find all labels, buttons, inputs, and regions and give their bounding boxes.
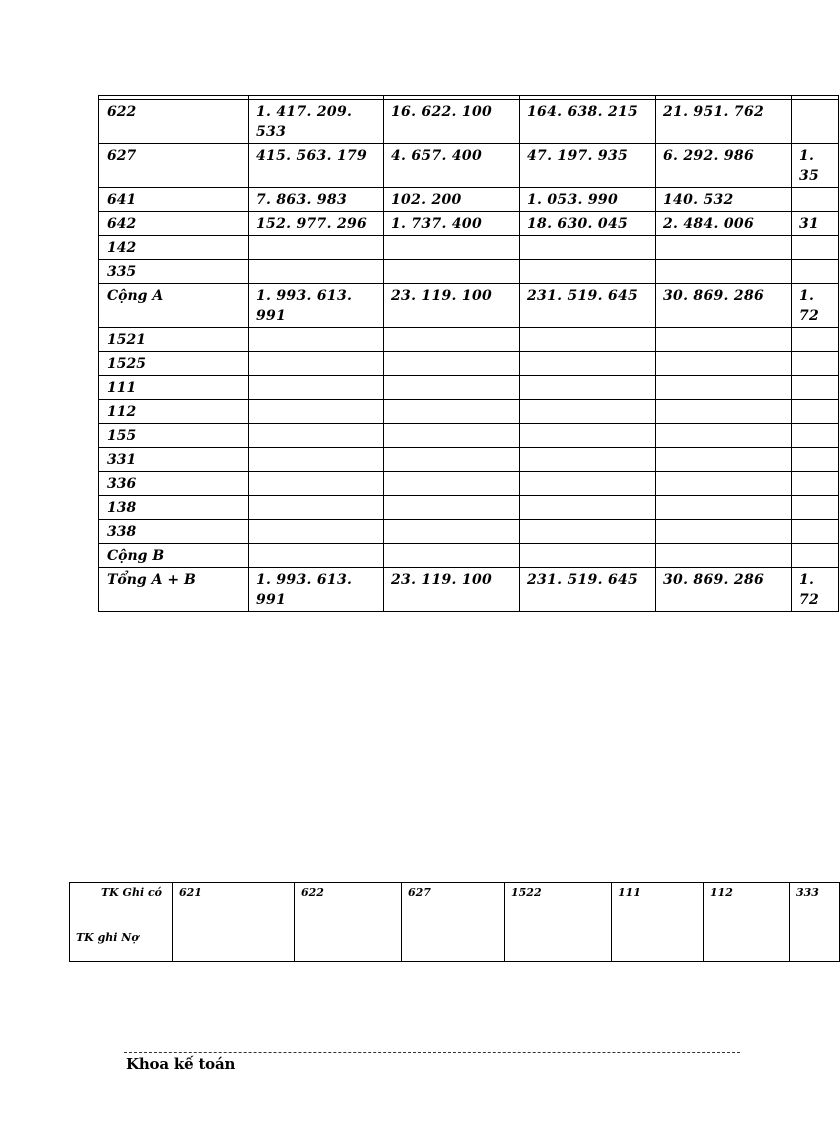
amount-cell: 18. 630. 045 bbox=[520, 212, 656, 236]
amount-cell bbox=[384, 448, 520, 472]
amount-cell bbox=[249, 260, 384, 284]
amount-cell bbox=[792, 260, 839, 284]
account-code-cell: 142 bbox=[99, 236, 249, 260]
amount-cell: 1. 053. 990 bbox=[520, 188, 656, 212]
amount-cell bbox=[656, 472, 792, 496]
account-code-cell: 155 bbox=[99, 424, 249, 448]
debit-account-label: TK ghi Nợ bbox=[76, 931, 139, 944]
account-code-cell: Cộng A bbox=[99, 284, 249, 328]
amount-cell bbox=[520, 424, 656, 448]
amount-cell: 16. 622. 100 bbox=[384, 100, 520, 144]
table-row bbox=[99, 188, 839, 212]
amount-cell bbox=[792, 100, 839, 144]
account-code-cell: 335 bbox=[99, 260, 249, 284]
ledger-header-row bbox=[70, 883, 840, 962]
amount-cell bbox=[249, 424, 384, 448]
amount-cell: 140. 532 bbox=[656, 188, 792, 212]
amount-cell bbox=[792, 236, 839, 260]
amount-cell bbox=[792, 520, 839, 544]
amount-cell: 1. 993. 613. 991 bbox=[249, 568, 384, 612]
amount-cell bbox=[520, 472, 656, 496]
amount-cell bbox=[656, 496, 792, 520]
amount-cell bbox=[520, 376, 656, 400]
amount-cell: 6. 292. 986 bbox=[656, 144, 792, 188]
amount-cell: 164. 638. 215 bbox=[520, 100, 656, 144]
amount-cell bbox=[656, 448, 792, 472]
amount-cell: 1. 993. 613. 991 bbox=[249, 284, 384, 328]
amount-cell bbox=[249, 236, 384, 260]
amount-cell bbox=[249, 520, 384, 544]
amount-cell: 1. 72 bbox=[792, 284, 839, 328]
ledger-header-cell: 1522 bbox=[505, 883, 612, 962]
amount-cell bbox=[384, 424, 520, 448]
amount-cell bbox=[384, 236, 520, 260]
signature-dashed-line bbox=[124, 1052, 740, 1053]
account-code-cell: 111 bbox=[99, 376, 249, 400]
credit-account-label: TK Ghi có bbox=[100, 886, 162, 899]
account-code-cell: 1525 bbox=[99, 352, 249, 376]
table-row bbox=[99, 520, 839, 544]
account-code-cell: Cộng B bbox=[99, 544, 249, 568]
amount-cell bbox=[656, 400, 792, 424]
amount-cell bbox=[656, 520, 792, 544]
amount-cell bbox=[656, 352, 792, 376]
amount-cell bbox=[520, 352, 656, 376]
amount-cell bbox=[249, 400, 384, 424]
table-row bbox=[99, 424, 839, 448]
amount-cell bbox=[384, 260, 520, 284]
amount-cell bbox=[792, 352, 839, 376]
amount-cell bbox=[792, 376, 839, 400]
amount-cell bbox=[520, 328, 656, 352]
amount-cell bbox=[792, 472, 839, 496]
table-row bbox=[99, 100, 839, 144]
table-row bbox=[99, 448, 839, 472]
amount-cell: 30. 869. 286 bbox=[656, 284, 792, 328]
ledger-header-cell: 621 bbox=[173, 883, 295, 962]
amount-cell bbox=[792, 424, 839, 448]
amount-cell bbox=[656, 424, 792, 448]
table-row bbox=[99, 376, 839, 400]
amount-cell bbox=[792, 188, 839, 212]
account-code-cell: 112 bbox=[99, 400, 249, 424]
table-row bbox=[99, 144, 839, 188]
amount-cell bbox=[656, 544, 792, 568]
amount-cell: 21. 951. 762 bbox=[656, 100, 792, 144]
amount-cell bbox=[520, 544, 656, 568]
ledger-header-cell: 627 bbox=[402, 883, 505, 962]
amount-cell bbox=[249, 496, 384, 520]
amount-cell bbox=[249, 448, 384, 472]
account-code-cell: 641 bbox=[99, 188, 249, 212]
amount-cell bbox=[520, 400, 656, 424]
amount-cell bbox=[656, 260, 792, 284]
amount-cell bbox=[249, 544, 384, 568]
table-row bbox=[99, 544, 839, 568]
amount-cell bbox=[249, 472, 384, 496]
amount-cell bbox=[249, 328, 384, 352]
amount-cell bbox=[384, 520, 520, 544]
amount-cell bbox=[520, 236, 656, 260]
table-row bbox=[99, 284, 839, 328]
amount-cell: 23. 119. 100 bbox=[384, 568, 520, 612]
amount-cell bbox=[792, 328, 839, 352]
amount-cell bbox=[656, 328, 792, 352]
amount-cell bbox=[520, 496, 656, 520]
amount-cell: 1. 417. 209. 533 bbox=[249, 100, 384, 144]
ledger-header-cell: 111 bbox=[612, 883, 704, 962]
amount-cell bbox=[656, 236, 792, 260]
amount-cell bbox=[249, 352, 384, 376]
amount-cell bbox=[384, 376, 520, 400]
amount-cell bbox=[792, 400, 839, 424]
amount-cell: 7. 863. 983 bbox=[249, 188, 384, 212]
table-row bbox=[99, 328, 839, 352]
amount-cell: 31 bbox=[792, 212, 839, 236]
amount-cell: 415. 563. 179 bbox=[249, 144, 384, 188]
account-code-cell: 336 bbox=[99, 472, 249, 496]
amount-cell bbox=[520, 260, 656, 284]
account-code-cell: 138 bbox=[99, 496, 249, 520]
amount-cell: 4. 657. 400 bbox=[384, 144, 520, 188]
amount-cell bbox=[520, 520, 656, 544]
amount-cell: 1. 737. 400 bbox=[384, 212, 520, 236]
amount-cell bbox=[384, 496, 520, 520]
amount-cell bbox=[384, 352, 520, 376]
amount-cell bbox=[792, 544, 839, 568]
amount-cell: 47. 197. 935 bbox=[520, 144, 656, 188]
amount-cell: 102. 200 bbox=[384, 188, 520, 212]
ledger-header-cell: 622 bbox=[295, 883, 402, 962]
amount-cell bbox=[384, 328, 520, 352]
account-code-cell: 331 bbox=[99, 448, 249, 472]
account-code-cell: 622 bbox=[99, 100, 249, 144]
amount-cell bbox=[792, 448, 839, 472]
amount-cell bbox=[384, 472, 520, 496]
table-row bbox=[99, 352, 839, 376]
account-ledger-table bbox=[69, 882, 840, 962]
amount-cell bbox=[520, 448, 656, 472]
amount-cell: 30. 869. 286 bbox=[656, 568, 792, 612]
table-row bbox=[99, 260, 839, 284]
table-row bbox=[99, 496, 839, 520]
amount-cell: 2. 484. 006 bbox=[656, 212, 792, 236]
amount-cell: 231. 519. 645 bbox=[520, 284, 656, 328]
account-code-cell: 627 bbox=[99, 144, 249, 188]
amount-cell: 1. 72 bbox=[792, 568, 839, 612]
account-code-cell: 338 bbox=[99, 520, 249, 544]
table-row bbox=[99, 212, 839, 236]
ledger-header-cell: 112 bbox=[704, 883, 790, 962]
amount-cell: 231. 519. 645 bbox=[520, 568, 656, 612]
amount-cell: 1. 35 bbox=[792, 144, 839, 188]
account-code-cell: Tổng A + B bbox=[99, 568, 249, 612]
amount-cell bbox=[249, 376, 384, 400]
table-row bbox=[99, 568, 839, 612]
amount-cell: 23. 119. 100 bbox=[384, 284, 520, 328]
amount-cell bbox=[384, 544, 520, 568]
department-label: Khoa kế toán bbox=[126, 1055, 236, 1073]
amount-cell bbox=[384, 400, 520, 424]
table-row bbox=[99, 236, 839, 260]
ledger-header-cell: 333 bbox=[790, 883, 840, 962]
cost-allocation-table bbox=[98, 95, 839, 612]
table-row bbox=[99, 400, 839, 424]
table-row bbox=[99, 472, 839, 496]
account-code-cell: 642 bbox=[99, 212, 249, 236]
ledger-corner-cell bbox=[70, 883, 173, 962]
amount-cell bbox=[656, 376, 792, 400]
amount-cell: 152. 977. 296 bbox=[249, 212, 384, 236]
cost-allocation-table-body bbox=[99, 96, 839, 612]
amount-cell bbox=[792, 496, 839, 520]
account-code-cell: 1521 bbox=[99, 328, 249, 352]
